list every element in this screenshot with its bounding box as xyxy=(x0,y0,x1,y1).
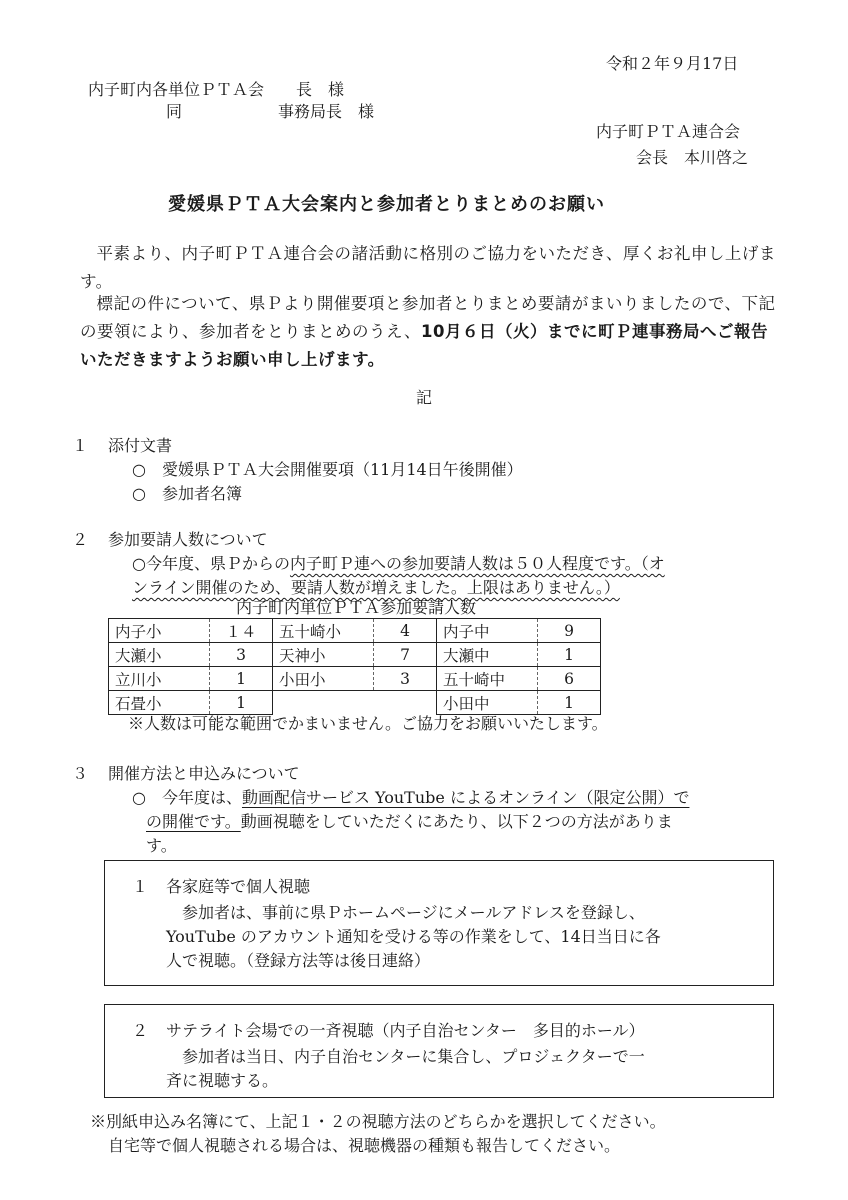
deadline-text: 10月６日（火）までに町Ｐ連事務局へご報告いただきますようお願い申し上げます。 xyxy=(80,322,768,369)
sender-organization: 内子町ＰＴＡ連合会 xyxy=(596,122,741,141)
option-1-number: １ xyxy=(132,877,149,896)
method-lead: ○ 今年度は、 xyxy=(132,788,242,807)
intro-paragraph-2-text: 標記の件について、県Ｐより開催要項と参加者とりまとめ要請がまいりましたので、下記の要領により、参加者をとりまとめのうえ、 xyxy=(80,294,776,341)
request-count: 7 xyxy=(374,643,437,667)
option-2-title: サテライト会場での一斉視聴（内子自治センター 多目的ホール） xyxy=(166,1021,645,1040)
request-line-1 xyxy=(132,554,665,573)
school-name: 天神小 xyxy=(273,643,374,667)
school-name: 小田小 xyxy=(273,667,374,691)
section-1-number: １ xyxy=(72,436,89,455)
table-caption: 内子町内単位ＰＴＡ参加要請人数 xyxy=(236,598,477,617)
recipient-line-2-suffix: 事務局長 様 xyxy=(278,102,375,121)
table-row xyxy=(109,667,601,691)
intro-paragraph-2 xyxy=(80,290,780,374)
section-1-heading: 添付文書 xyxy=(108,436,173,455)
request-count: 4 xyxy=(374,619,437,643)
recipient-line-1: 内子町内各単位ＰＴＡ会 長 様 xyxy=(88,80,345,99)
request-count: 3 xyxy=(210,643,273,667)
empty-cell xyxy=(273,691,374,715)
section-2-heading: 参加要請人数について xyxy=(108,530,268,549)
section-3-number: ３ xyxy=(72,764,89,783)
method-line-1 xyxy=(132,788,689,807)
option-2-line-1: 参加者は当日、内子自治センターに集合し、プロジェクターで一 xyxy=(182,1047,645,1066)
school-name: 石畳小 xyxy=(109,691,210,715)
request-count: 1 xyxy=(538,643,601,667)
request-line-2 xyxy=(132,578,620,597)
option-2-number: ２ xyxy=(132,1021,149,1040)
request-count: 1 xyxy=(210,691,273,715)
table-row xyxy=(109,691,601,715)
footer-note-1: ※別紙申込み名簿にて、上記１・２の視聴方法のどちらかを選択してください。 xyxy=(90,1112,666,1131)
request-note: ※人数は可能な範囲でかまいません。ご協力をお願いいたします。 xyxy=(128,714,608,733)
section-3-heading: 開催方法と申込みについて xyxy=(108,764,300,783)
request-count: １４ xyxy=(210,619,273,643)
request-lead: ○今年度、県Ｐからの xyxy=(132,554,290,573)
intro-paragraph-1: 平素より、内子町ＰＴＡ連合会の諸活動に格別のご協力をいただき、厚くお礼申し上げます。 xyxy=(80,244,776,291)
footer-note-2: 自宅等で個人視聴される場合は、視聴機器の種類も報告してください。 xyxy=(108,1136,621,1155)
empty-cell xyxy=(374,691,437,715)
school-name: 内子中 xyxy=(437,619,538,643)
method-highlight-1: 動画配信サービス YouTube によるオンライン（限定公開）で xyxy=(241,788,690,807)
request-count: 6 xyxy=(538,667,601,691)
school-name: 立川小 xyxy=(109,667,210,691)
option-1-line-3: 人で視聴。（登録方法等は後日連絡） xyxy=(166,951,431,970)
method-highlight-2: の開催です。 xyxy=(146,812,241,831)
method-rest: 動画視聴をしていただくにあたり、以下２つの方法がありま xyxy=(240,812,673,831)
option-1-line-2: YouTube のアカウント通知を受ける等の作業をして、14日当日に各 xyxy=(166,927,661,946)
request-highlight-1: 内子町Ｐ連への参加要請人数は５０人程度です。（オ xyxy=(289,554,665,573)
request-highlight-2: ンライン開催のため、要請人数が増えました。上限はありません。） xyxy=(132,578,620,597)
school-name: 小田中 xyxy=(437,691,538,715)
recipient-line-2-prefix: 同 xyxy=(166,102,183,121)
method-line-3: す。 xyxy=(146,836,177,855)
table-row xyxy=(109,643,601,667)
request-count: 1 xyxy=(538,691,601,715)
school-name: 内子小 xyxy=(109,619,210,643)
document-title: 愛媛県ＰＴＡ大会案内と参加者とりまとめのお願い xyxy=(168,194,605,215)
school-name: 大瀬小 xyxy=(109,643,210,667)
document-date: 令和２年９月17日 xyxy=(606,54,739,73)
option-1-title: 各家庭等で個人視聴 xyxy=(166,877,311,896)
school-name: 五十崎中 xyxy=(437,667,538,691)
ki-heading: 記 xyxy=(416,388,433,407)
attachment-item-2: ○ 参加者名簿 xyxy=(132,484,242,503)
section-2-number: ２ xyxy=(72,530,89,549)
attachment-item-1: ○ 愛媛県ＰＴＡ大会開催要項（11月14日午後開催） xyxy=(132,460,523,479)
method-line-2 xyxy=(146,812,673,831)
request-count-table xyxy=(108,618,601,715)
request-count: 3 xyxy=(374,667,437,691)
request-count: 9 xyxy=(538,619,601,643)
table-row xyxy=(109,619,601,643)
sender-person: 会長 本川啓之 xyxy=(636,148,749,167)
school-name: 五十崎小 xyxy=(273,619,374,643)
school-name: 大瀬中 xyxy=(437,643,538,667)
request-count: 1 xyxy=(210,667,273,691)
option-1-line-1: 参加者は、事前に県Ｐホームページにメールアドレスを登録し、 xyxy=(182,903,645,922)
option-2-line-2: 斉に視聴する。 xyxy=(166,1071,279,1090)
